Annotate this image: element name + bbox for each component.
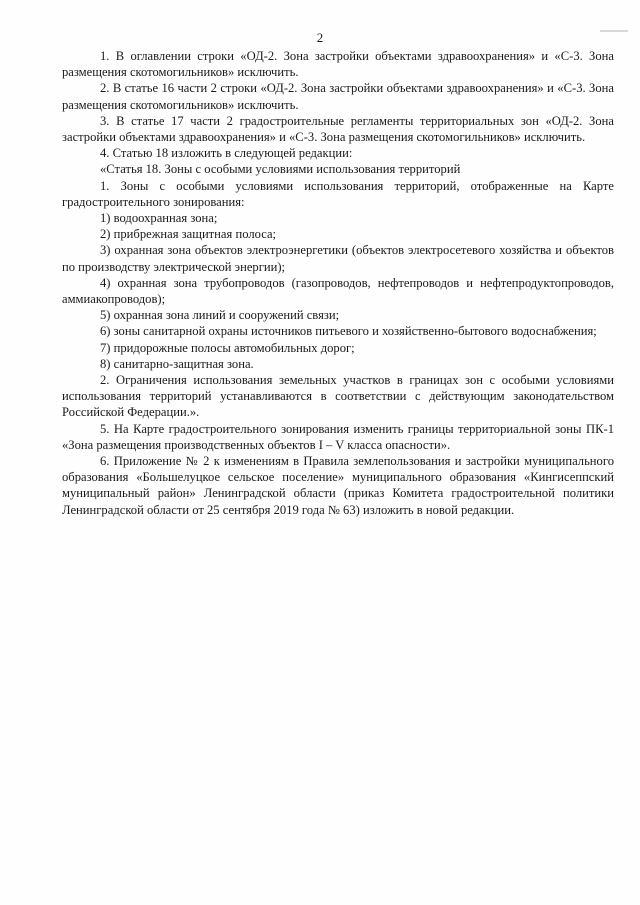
document-body [62, 48, 614, 518]
zone-list-item: 5) охранная зона линий и сооружений связи; [100, 308, 340, 323]
zone-list-item: 3) охранная зона объектов электроэнергетики (объектов электросетевого хозяйства и объектов по производству электрической энергии); [62, 243, 614, 274]
article-18-clause-1: 1. Зоны с особыми условиями использования территорий, отображенные на Карте градостроительного зонирования: [62, 178, 614, 209]
zone-list-item: 6) зоны санитарной охраны источников питьевого и хозяйственно-бытового водоснабжения; [100, 324, 597, 339]
paragraph-item-3-article-17: 3. В статье 17 части 2 градостроительные регламенты территориальных зон «ОД-2. Зона застройки объектами здравоохранения» и «С-3. Зона размещения скотомогильников» исключить. [62, 113, 614, 145]
article-18-clause-2: 2. Ограничения использования земельных участков в границах зон с особыми условиями использования территорий устанавливаются в соответствии с действующим законодательством Российской Федерации.». [62, 373, 614, 420]
paragraph-item-2-article-16: 2. В статье 16 части 2 строки «ОД-2. Зона застройки объектами здравоохранения» и «С-3. Зона размещения скотомогильников» исключить. [62, 81, 614, 112]
zone-list-item: 8) санитарно-защитная зона. [100, 356, 254, 371]
page-number: 2 [316, 30, 324, 45]
zone-list-item: 4) охранная зона трубопроводов (газопроводов, нефтепроводов и нефтепродуктопроводов, аммиакопроводов); [62, 275, 614, 307]
paragraph-item-6-appendix: 6. Приложение № 2 к изменениям в Правила землепользования и застройки муниципального образования «Большелуцкое сельское поселение» муниципального образования «Кингисеппский муниципальный район» Ленинградской области (приказ Комитета градостроительной политики Ленинградской области от 25 сентября 2019 года № 63) изложить в новой редакции. [62, 454, 614, 517]
zone-list-item: 7) придорожные полосы автомобильных дорог; [100, 340, 355, 355]
paragraph-item-1-toc: 1. В оглавлении строки «ОД-2. Зона застройки объектами здравоохранения» и «С-3. Зона размещения скотомогильников» исключить. [62, 49, 614, 80]
article-18-heading: «Статья 18. Зоны с особыми условиями использования территорий [100, 162, 461, 177]
paragraph-item-4-article-18: 4. Статью 18 изложить в следующей редакции: [100, 146, 353, 161]
paragraph-item-5-zoning-map: 5. На Карте градостроительного зонирования изменить границы территориальной зоны ПК-1 «Зона размещения производственных объектов I – V класса опасности». [62, 421, 614, 452]
zone-list-item: 2) прибрежная защитная полоса; [100, 227, 277, 242]
zone-list-item: 1) водоохранная зона; [100, 211, 218, 226]
